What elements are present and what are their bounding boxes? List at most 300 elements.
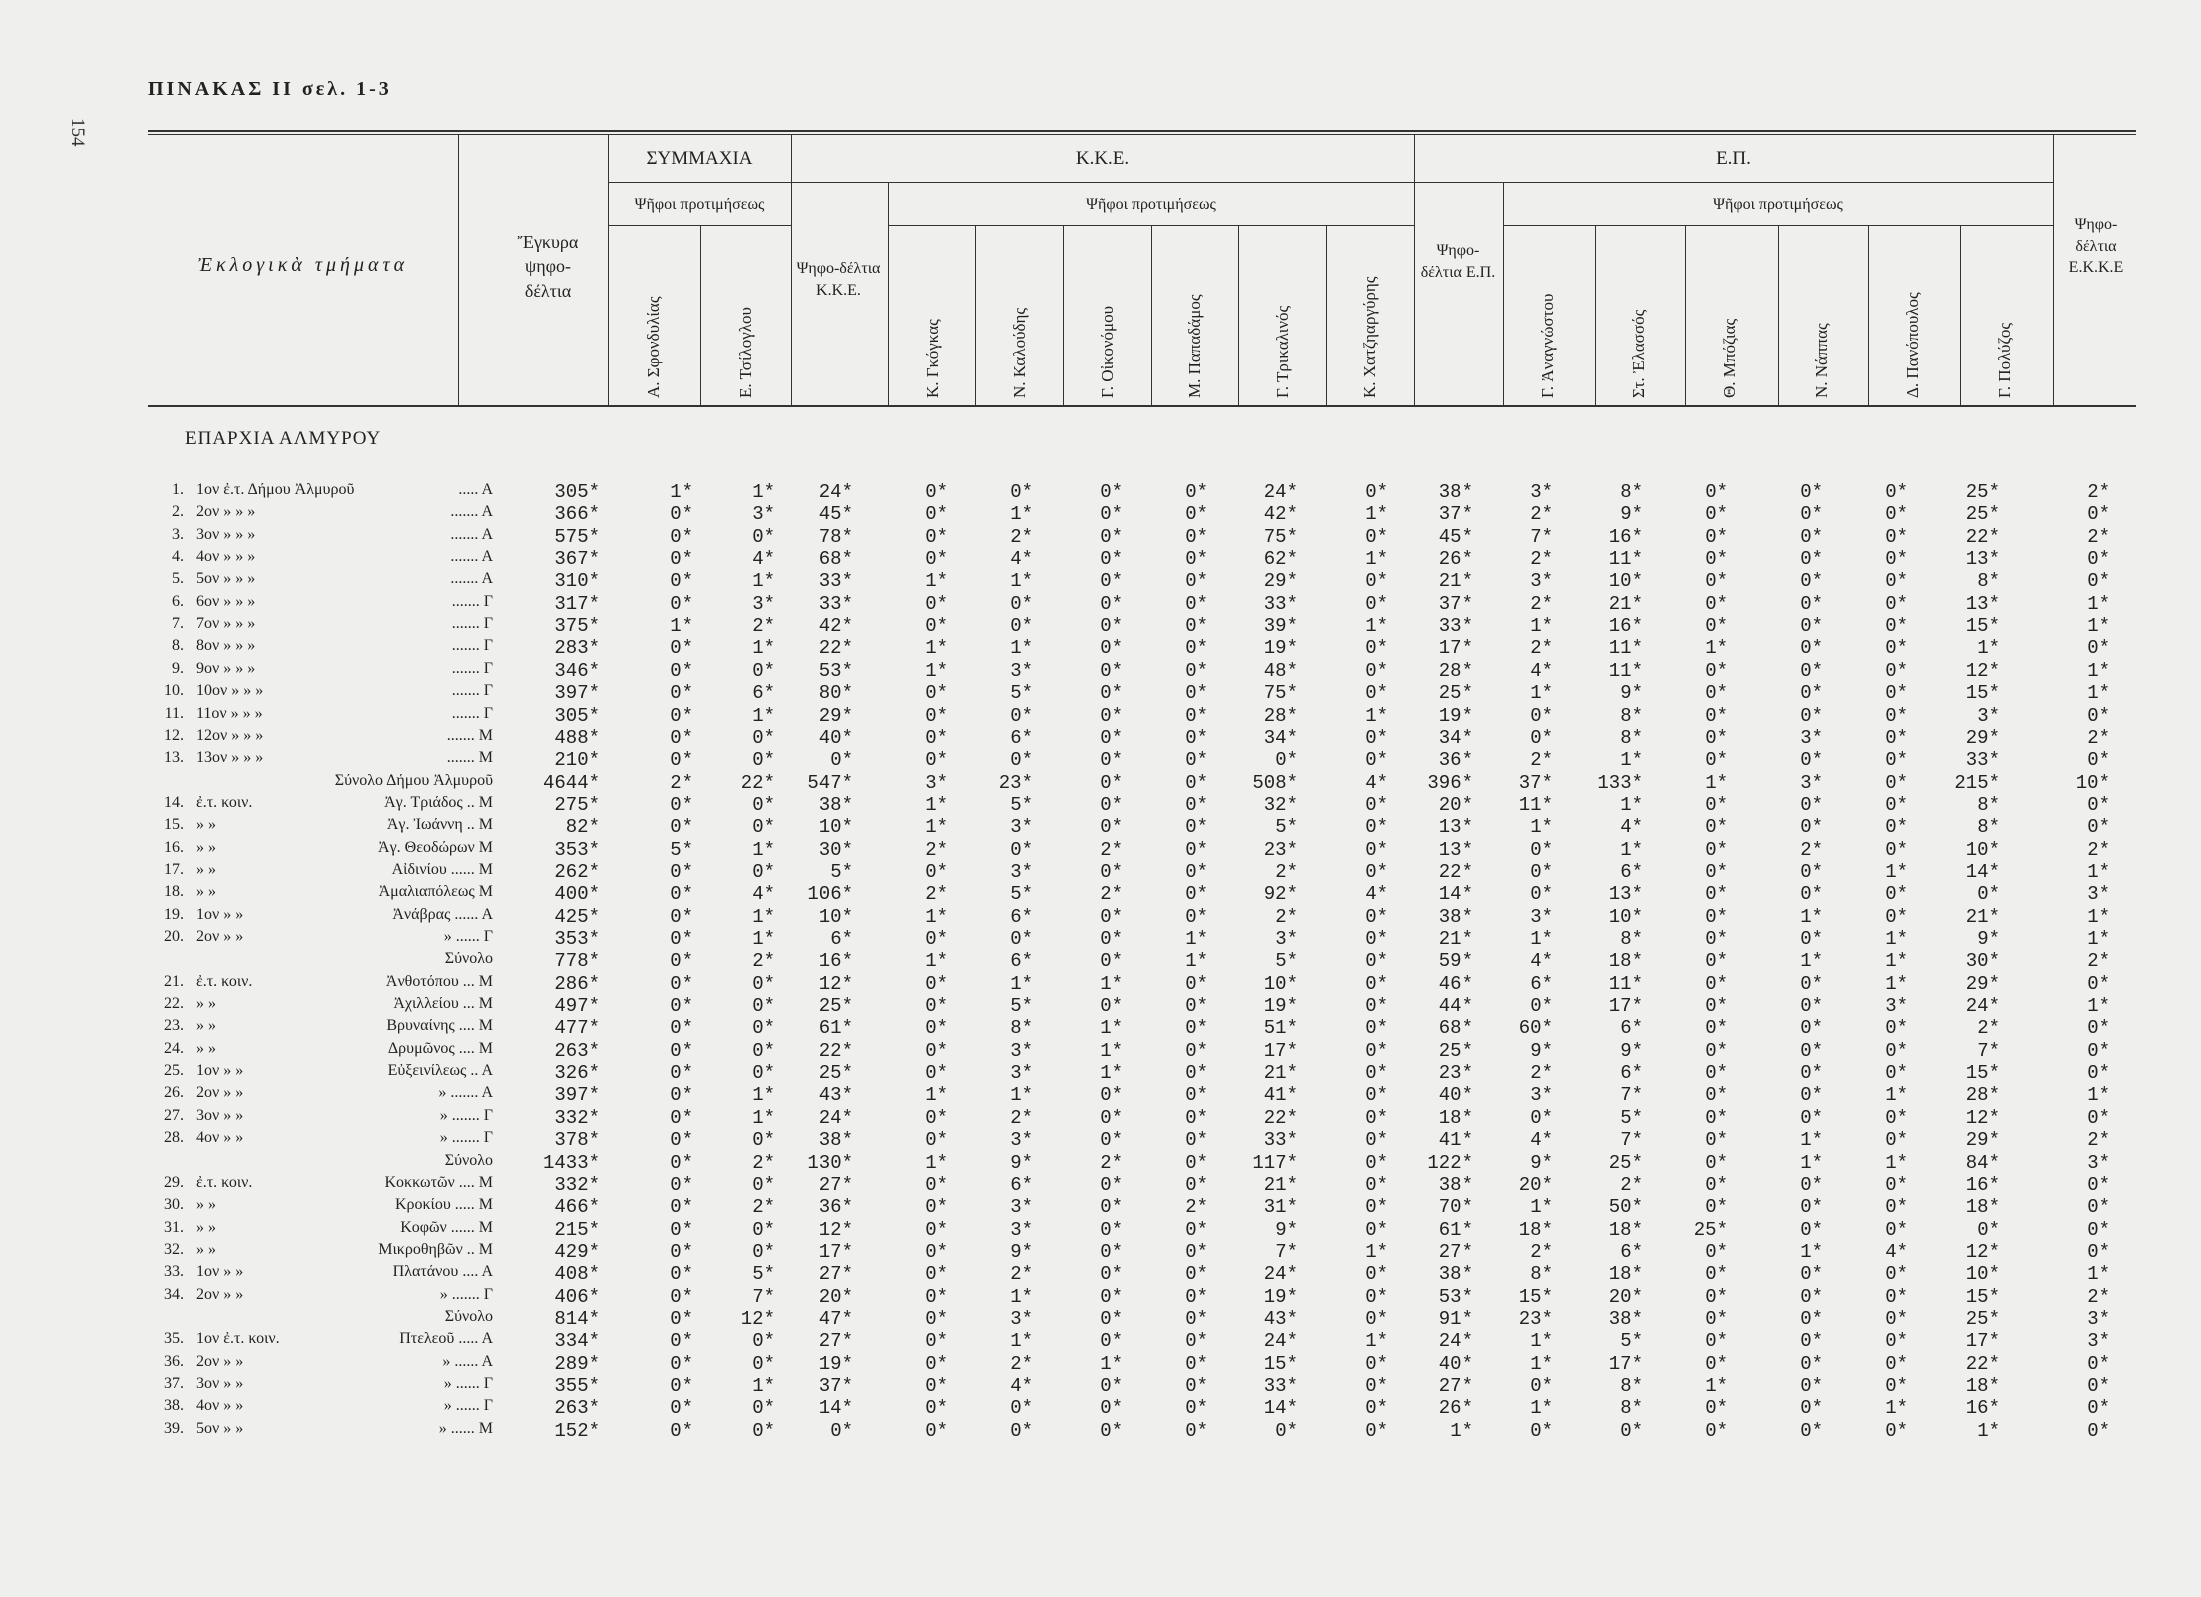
table-row xyxy=(148,1330,2136,1352)
cell-value: 0* xyxy=(1885,838,1908,861)
cell-value: 0* xyxy=(670,950,693,973)
cell-value: 70* xyxy=(1438,1196,1473,1219)
row-section-name: 1ον » » xyxy=(196,905,244,923)
cell-value: 21* xyxy=(1263,1173,1298,1196)
cell-value: 1* xyxy=(1010,1285,1033,1308)
cell-value: 263* xyxy=(554,1397,600,1420)
cell-value: 0* xyxy=(1800,860,1823,883)
row-number: 9. xyxy=(172,659,184,677)
page-number: 154 xyxy=(67,118,88,147)
cell-value: 27* xyxy=(818,1173,853,1196)
cell-value: 4* xyxy=(1530,1129,1553,1152)
cell-value: 0* xyxy=(1705,1196,1728,1219)
cell-value: 8* xyxy=(1977,570,2000,593)
cell-value: 23* xyxy=(1518,1307,1553,1330)
cell-value: 0* xyxy=(925,1375,948,1397)
row-number: 17. xyxy=(164,860,184,878)
cell-value: 0* xyxy=(1800,1285,1823,1308)
cell-value: 397* xyxy=(554,1084,600,1107)
row-label xyxy=(148,749,493,771)
cell-value: 0* xyxy=(2087,503,2110,526)
cell-value: 0* xyxy=(670,1397,693,1420)
cell-value: 375* xyxy=(554,615,600,638)
cell-value: 5* xyxy=(1620,1330,1643,1353)
cell-value: 305* xyxy=(554,481,600,503)
row-section-name: 2ον » » xyxy=(196,928,244,945)
cell-value: 6* xyxy=(1620,1240,1643,1263)
cell-value: 0* xyxy=(1705,1419,1728,1442)
row-number: 18. xyxy=(164,883,184,901)
cell-value: 0* xyxy=(1705,1285,1728,1308)
cell-value: 0* xyxy=(1800,1218,1823,1241)
cell-value: 152* xyxy=(554,1419,600,1442)
cell-value: 59* xyxy=(1438,950,1473,973)
cell-value: 1* xyxy=(1365,1240,1388,1263)
row-locality: » ...... Γ xyxy=(443,1375,493,1392)
cell-value: 332* xyxy=(554,1173,600,1196)
cell-value: 5* xyxy=(752,1263,775,1286)
cell-value: 0* xyxy=(925,525,948,548)
row-label xyxy=(148,570,493,592)
cell-value: 1* xyxy=(2087,659,2110,682)
cell-value: 0* xyxy=(1800,749,1823,772)
row-number: 21. xyxy=(164,972,184,990)
cell-value: 6* xyxy=(1010,905,1033,928)
cell-value: 332* xyxy=(554,1106,600,1129)
row-label xyxy=(148,1062,493,1084)
cell-value: 0* xyxy=(1705,659,1728,682)
row-section-name: 3ον » » » xyxy=(196,525,256,543)
cell-value: 0* xyxy=(2087,816,2110,839)
row-locality: » ...... Γ xyxy=(443,928,493,945)
row-number: 14. xyxy=(164,793,184,811)
table-row xyxy=(148,1196,2136,1218)
cell-value: 3* xyxy=(1010,860,1033,883)
cell-value: 22* xyxy=(740,771,775,794)
cell-value: 0* xyxy=(1705,883,1728,906)
cell-value: 0* xyxy=(1100,1129,1123,1152)
cell-value: 378* xyxy=(554,1129,600,1152)
cell-value: 0* xyxy=(1365,1352,1388,1375)
cell-value: 0* xyxy=(1365,525,1388,548)
cell-value: 0* xyxy=(1705,1084,1728,1107)
cell-value: 0* xyxy=(1705,682,1728,705)
cell-value: 12* xyxy=(740,1307,775,1330)
cell-value: 0* xyxy=(752,726,775,749)
cell-value: 33* xyxy=(1438,615,1473,638)
cell-value: 9* xyxy=(1620,682,1643,705)
candidate-ep-2: Στ. Ἐλασσός xyxy=(1629,309,1648,398)
cell-value: 0* xyxy=(1100,659,1123,682)
cell-value: 19* xyxy=(1263,1285,1298,1308)
cell-value: 22* xyxy=(1965,525,2000,548)
cell-value: 21* xyxy=(1608,592,1643,615)
cell-value: 0* xyxy=(1365,659,1388,682)
cell-value: 16* xyxy=(818,950,853,973)
row-label xyxy=(148,1040,493,1062)
cell-value: 0* xyxy=(1705,726,1728,749)
cell-value: 2* xyxy=(925,838,948,861)
cell-value: 0* xyxy=(1185,726,1208,749)
cell-value: 0* xyxy=(925,1330,948,1353)
cell-value: 1* xyxy=(1530,1352,1553,1375)
cell-value: 0* xyxy=(1100,793,1123,816)
cell-value: 39* xyxy=(1263,615,1298,638)
cell-value: 1* xyxy=(1365,704,1388,727)
cell-value: 1* xyxy=(2087,905,2110,928)
cell-value: 408* xyxy=(554,1263,600,1286)
cell-value: 0* xyxy=(925,1106,948,1129)
cell-value: 0* xyxy=(1530,704,1553,727)
cell-value: 0* xyxy=(1365,860,1388,883)
cell-value: 6* xyxy=(1620,860,1643,883)
cell-value: 0* xyxy=(1800,704,1823,727)
cell-value: 5* xyxy=(830,860,853,883)
cell-value: 0* xyxy=(1705,1173,1728,1196)
cell-value: 1* xyxy=(1010,503,1033,526)
table-row xyxy=(148,1241,2136,1263)
table-row xyxy=(148,637,2136,659)
cell-value: 30* xyxy=(818,838,853,861)
cell-value: 48* xyxy=(1263,659,1298,682)
row-number: 24. xyxy=(164,1039,184,1057)
cell-value: 3* xyxy=(1977,704,2000,727)
cell-value: 0* xyxy=(1885,1196,1908,1219)
table-row xyxy=(148,1084,2136,1106)
cell-value: 1* xyxy=(1365,503,1388,526)
cell-value: 14* xyxy=(818,1397,853,1420)
cell-value: 0* xyxy=(670,883,693,906)
cell-value: 0* xyxy=(670,1106,693,1129)
cell-value: 28* xyxy=(1965,1084,2000,1107)
cell-value: 0* xyxy=(1365,972,1388,995)
cell-value: 25* xyxy=(1438,682,1473,705)
cell-value: 4* xyxy=(1365,771,1388,794)
cell-value: 0* xyxy=(1365,1129,1388,1152)
cell-value: 0* xyxy=(1185,525,1208,548)
cell-value: 0* xyxy=(1885,1017,1908,1040)
row-number: 22. xyxy=(164,995,184,1013)
table-row xyxy=(148,481,2136,503)
cell-value: 92* xyxy=(1263,883,1298,906)
cell-value: 3* xyxy=(1010,1129,1033,1152)
cell-value: 0* xyxy=(1885,682,1908,705)
cell-value: 0* xyxy=(1185,883,1208,906)
cell-value: 0* xyxy=(1365,950,1388,973)
cell-value: 24* xyxy=(818,481,853,503)
cell-value: 16* xyxy=(1965,1397,2000,1420)
cell-value: 0* xyxy=(830,1419,853,1442)
cell-value: 2* xyxy=(1010,1352,1033,1375)
cell-value: 0* xyxy=(1185,1240,1208,1263)
cell-value: 0* xyxy=(1530,1419,1553,1442)
cell-value: 20* xyxy=(818,1285,853,1308)
cell-value: 1* xyxy=(752,570,775,593)
cell-value: 0* xyxy=(670,816,693,839)
cell-value: 0* xyxy=(1185,1352,1208,1375)
cell-value: 2* xyxy=(1620,1173,1643,1196)
cell-value: 0* xyxy=(1100,1263,1123,1286)
cell-value: 0* xyxy=(830,749,853,772)
cell-value: 0* xyxy=(1185,1129,1208,1152)
cell-value: 0* xyxy=(1185,481,1208,503)
cell-value: 78* xyxy=(818,525,853,548)
cell-value: 7* xyxy=(1620,1129,1643,1152)
candidate-kke-4: Μ. Παπαδάμος xyxy=(1185,294,1204,398)
cell-value: 0* xyxy=(1705,704,1728,727)
cell-value: 0* xyxy=(1800,995,1823,1018)
cell-value: 24* xyxy=(1965,995,2000,1018)
cell-value: 1* xyxy=(752,1106,775,1129)
cell-value: 0* xyxy=(670,1375,693,1397)
table-row xyxy=(148,570,2136,592)
cell-value: 1* xyxy=(752,838,775,861)
cell-value: 0* xyxy=(925,749,948,772)
row-locality: Ἀγ. Ἰωάννη .. Μ xyxy=(386,816,493,834)
cell-value: 0* xyxy=(1530,838,1553,861)
cell-value: 0* xyxy=(1620,1419,1643,1442)
cell-value: 1* xyxy=(1705,637,1728,660)
cell-value: 0* xyxy=(1365,1173,1388,1196)
cell-value: 0* xyxy=(1365,793,1388,816)
cell-value: 0* xyxy=(2087,749,2110,772)
cell-value: 23* xyxy=(998,771,1033,794)
cell-value: 5* xyxy=(670,838,693,861)
cell-value: 0* xyxy=(670,570,693,593)
table-row xyxy=(148,794,2136,816)
cell-value: 0* xyxy=(670,1084,693,1107)
row-label xyxy=(148,481,493,503)
cell-value: 45* xyxy=(818,503,853,526)
cell-value: 0* xyxy=(1800,592,1823,615)
cell-value: 27* xyxy=(1438,1240,1473,1263)
cell-value: 0* xyxy=(1705,481,1728,503)
cell-value: 0* xyxy=(1100,704,1123,727)
cell-value: 53* xyxy=(1438,1285,1473,1308)
candidate-symmachia-1: Α. Σφονδυλίας xyxy=(644,296,663,398)
cell-value: 18* xyxy=(1965,1196,2000,1219)
row-label xyxy=(148,883,493,905)
cell-value: 2* xyxy=(2087,481,2110,503)
header-sections: Ἐκλογικὰ τμήματα xyxy=(197,254,409,276)
cell-value: 3* xyxy=(1010,1039,1033,1062)
cell-value: 17* xyxy=(818,1240,853,1263)
row-section-name: 2ον » » xyxy=(196,1352,244,1370)
row-locality: Ἀχιλλείου ... Μ xyxy=(393,995,493,1013)
cell-value: 0* xyxy=(752,1397,775,1420)
cell-value: 0* xyxy=(1365,1196,1388,1219)
cell-value: 0* xyxy=(670,749,693,772)
cell-value: 0* xyxy=(1185,771,1208,794)
row-locality: Σύνολο xyxy=(444,1307,493,1325)
row-section-name: » » xyxy=(196,860,216,878)
cell-value: 106* xyxy=(807,883,853,906)
cell-value: 0* xyxy=(1185,1397,1208,1420)
cell-value: 1* xyxy=(925,570,948,593)
cell-value: 0* xyxy=(1010,838,1033,861)
cell-value: 18* xyxy=(1608,1263,1643,1286)
candidate-kke-2: Ν. Καλούδης xyxy=(1010,307,1029,398)
row-label xyxy=(148,1017,493,1039)
cell-value: 305* xyxy=(554,704,600,727)
cell-value: 575* xyxy=(554,525,600,548)
cell-value: 0* xyxy=(1705,793,1728,816)
cell-value: 0* xyxy=(1185,682,1208,705)
candidate-kke-6: Κ. Χατζηαργύρης xyxy=(1360,276,1379,398)
cell-value: 0* xyxy=(1185,592,1208,615)
cell-value: 25* xyxy=(1608,1151,1643,1174)
cell-value: 0* xyxy=(925,481,948,503)
row-label xyxy=(148,1219,493,1241)
cell-value: 210* xyxy=(554,749,600,772)
row-label xyxy=(148,1308,493,1330)
cell-value: 366* xyxy=(554,503,600,526)
cell-value: 1* xyxy=(1800,905,1823,928)
cell-value: 1* xyxy=(2087,1084,2110,1107)
cell-value: 0* xyxy=(1185,615,1208,638)
cell-value: 36* xyxy=(818,1196,853,1219)
cell-value: 1* xyxy=(2087,928,2110,950)
cell-value: 0* xyxy=(1885,704,1908,727)
cell-value: 41* xyxy=(1438,1129,1473,1152)
cell-value: 3* xyxy=(2087,1151,2110,1174)
cell-value: 346* xyxy=(554,659,600,682)
cell-value: 18* xyxy=(1608,950,1643,973)
cell-value: 46* xyxy=(1438,972,1473,995)
row-locality: Σύνολο xyxy=(444,1151,493,1169)
cell-value: 1* xyxy=(1530,615,1553,638)
cell-value: 1* xyxy=(1620,749,1643,772)
cell-value: 0* xyxy=(1100,1307,1123,1330)
cell-value: 0* xyxy=(1185,1419,1208,1442)
cell-value: 41* xyxy=(1263,1084,1298,1107)
table-title: ΠΙΝΑΚΑΣ ΙΙ σελ. 1-3 xyxy=(148,78,392,100)
row-locality: Ἀνάβρας ...... Α xyxy=(392,905,493,923)
row-number: 15. xyxy=(164,816,184,834)
row-number: 1. xyxy=(172,481,184,498)
table-row xyxy=(148,1308,2136,1330)
cell-value: 4* xyxy=(1010,1375,1033,1397)
cell-value: 17* xyxy=(1263,1039,1298,1062)
cell-value: 0* xyxy=(1185,1263,1208,1286)
cell-value: 0* xyxy=(670,592,693,615)
cell-value: 31* xyxy=(1263,1196,1298,1219)
row-label xyxy=(148,995,493,1017)
cell-value: 0* xyxy=(670,1062,693,1085)
cell-value: 2* xyxy=(2087,950,2110,973)
table-row xyxy=(148,548,2136,570)
table-row xyxy=(148,973,2136,995)
cell-value: 2* xyxy=(670,771,693,794)
row-number: 28. xyxy=(164,1129,184,1147)
cell-value: 0* xyxy=(1800,615,1823,638)
cell-value: 547* xyxy=(807,771,853,794)
cell-value: 0* xyxy=(670,1196,693,1219)
cell-value: 0* xyxy=(925,1307,948,1330)
cell-value: 14* xyxy=(1965,860,2000,883)
cell-value: 1* xyxy=(1450,1419,1473,1442)
cell-value: 25* xyxy=(1438,1039,1473,1062)
table-row xyxy=(148,1219,2136,1241)
table-row xyxy=(148,883,2136,905)
cell-value: 0* xyxy=(925,503,948,526)
cell-value: 8* xyxy=(1010,1017,1033,1040)
row-locality: ....... Γ xyxy=(451,659,493,677)
row-locality: ....... Γ xyxy=(451,615,493,633)
cell-value: 6* xyxy=(1010,1173,1033,1196)
cell-value: 0* xyxy=(752,1352,775,1375)
cell-value: 16* xyxy=(1608,525,1643,548)
cell-value: 0* xyxy=(1100,682,1123,705)
table-row xyxy=(148,749,2136,771)
cell-value: 1* xyxy=(1620,838,1643,861)
cell-value: 429* xyxy=(554,1240,600,1263)
cell-value: 2* xyxy=(925,883,948,906)
cell-value: 12* xyxy=(1965,1240,2000,1263)
row-number: 3. xyxy=(172,525,184,543)
cell-value: 1* xyxy=(925,793,948,816)
cell-value: 0* xyxy=(1010,928,1033,950)
row-label xyxy=(148,906,493,928)
cell-value: 24* xyxy=(1263,1263,1298,1286)
cell-value: 0* xyxy=(1705,1240,1728,1263)
row-locality: » ....... Α xyxy=(438,1084,493,1102)
cell-value: 0* xyxy=(1100,1173,1123,1196)
table-row xyxy=(148,682,2136,704)
cell-value: 0* xyxy=(752,1173,775,1196)
cell-value: 215* xyxy=(554,1218,600,1241)
cell-value: 0* xyxy=(752,1240,775,1263)
cell-value: 82* xyxy=(565,816,600,839)
cell-value: 0* xyxy=(670,860,693,883)
cell-value: 0* xyxy=(1100,1397,1123,1420)
cell-value: 1* xyxy=(1977,1419,2000,1442)
cell-value: 0* xyxy=(1185,972,1208,995)
cell-value: 283* xyxy=(554,637,600,660)
cell-value: 0* xyxy=(752,1017,775,1040)
cell-value: 0* xyxy=(1800,1173,1823,1196)
row-label xyxy=(148,593,493,615)
cell-value: 38* xyxy=(1438,481,1473,503)
cell-value: 0* xyxy=(1705,1397,1728,1420)
cell-value: 2* xyxy=(1530,503,1553,526)
cell-value: 40* xyxy=(1438,1352,1473,1375)
row-number: 33. xyxy=(164,1263,184,1281)
cell-value: 0* xyxy=(752,816,775,839)
cell-value: 2* xyxy=(2087,726,2110,749)
header-ballots-kke: Ψηφο-δέλτια Κ.Κ.Ε. xyxy=(796,260,881,299)
row-number: 30. xyxy=(164,1196,184,1214)
table-row xyxy=(148,615,2136,637)
row-number: 34. xyxy=(164,1285,184,1303)
cell-value: 0* xyxy=(1800,548,1823,571)
cell-value: 1* xyxy=(2087,995,2110,1018)
cell-value: 0* xyxy=(1100,1218,1123,1241)
cell-value: 497* xyxy=(554,995,600,1018)
cell-value: 0* xyxy=(1100,816,1123,839)
cell-value: 24* xyxy=(1263,481,1298,503)
cell-value: 33* xyxy=(1263,1375,1298,1397)
cell-value: 3* xyxy=(2087,883,2110,906)
cell-value: 4* xyxy=(1620,816,1643,839)
cell-value: 15* xyxy=(1965,615,2000,638)
cell-value: 0* xyxy=(1800,1330,1823,1353)
table-row xyxy=(148,727,2136,749)
cell-value: 0* xyxy=(2087,1039,2110,1062)
cell-value: 1* xyxy=(1010,1330,1033,1353)
header-symmachia-pref: Ψῆφοι προτιμήσεως xyxy=(634,196,765,213)
cell-value: 24* xyxy=(818,1106,853,1129)
